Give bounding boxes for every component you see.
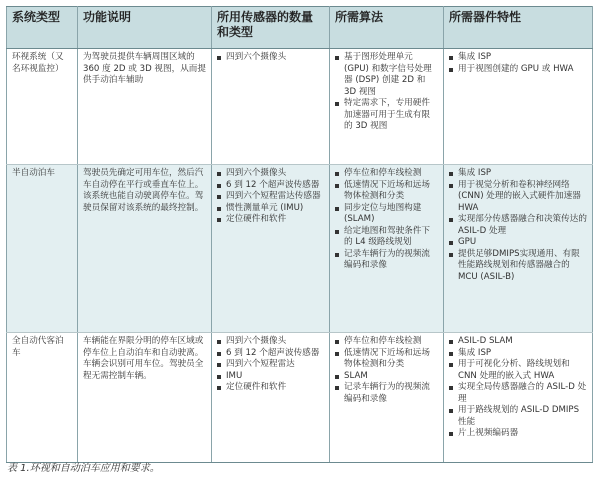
header-system-type: 系统类型 xyxy=(7,7,78,49)
list-item: 停车位和停车线检测 xyxy=(335,336,438,348)
list-item: 四到六个短程雷达传感器 xyxy=(217,191,324,203)
cell-description: 车辆能在界限分明的停车区域或停车位上自动泊车和自动驶离。车辆会识别可用车位。驾驶员全程无需控制车辆。 xyxy=(78,333,212,463)
list-item: SLAM xyxy=(335,371,438,383)
list-item: 提供足够DMIPS实现通用、有限性能路线规划和传感器融合的 MCU (ASIL-B) xyxy=(449,249,587,284)
list-item: 记录车辆行为的视频流编码和录像 xyxy=(335,249,438,272)
cell-sensors xyxy=(212,333,330,463)
list-item: 片上视频编码器 xyxy=(449,428,587,440)
list-item: 用于可视化分析、路线规划和 CNN 处理的嵌入式 HWA xyxy=(449,359,587,382)
list-item: 集成 ISP xyxy=(449,348,587,360)
list-item: 四到六个摄像头 xyxy=(217,52,324,64)
list-item: 6 到 12 个超声波传感器 xyxy=(217,348,324,360)
cell-algorithms xyxy=(330,49,444,165)
list-item: IMU xyxy=(217,371,324,383)
list-item: 实现部分传感器融合和决策传达的 ASIL-D 处理 xyxy=(449,214,587,237)
table-row xyxy=(7,49,593,165)
list-item: 6 到 12 个超声波传感器 xyxy=(217,180,324,192)
cell-features xyxy=(444,165,593,333)
list-item: 低速情况下近场和远场物体检测和分类 xyxy=(335,180,438,203)
cell-sensors xyxy=(212,49,330,165)
list-item: 四到六个短程雷达 xyxy=(217,359,324,371)
list-item: 用于视觉分析和卷积神经网络 (CNN) 处理的嵌入式硬件加速器 HWA xyxy=(449,180,587,215)
list-item: 惯性测量单元 (IMU) xyxy=(217,203,324,215)
list-item: 四到六个摄像头 xyxy=(217,168,324,180)
cell-sensors xyxy=(212,165,330,333)
list-item: 集成 ISP xyxy=(449,168,587,180)
table-row xyxy=(7,165,593,333)
table-row xyxy=(7,333,593,463)
list-item: 给定地图和驾驶条件下的 L4 级路线规划 xyxy=(335,226,438,249)
cell-system-type: 全自动代客泊车 xyxy=(7,333,78,463)
list-item: 定位硬件和软件 xyxy=(217,382,324,394)
header-features: 所需器件特性 xyxy=(444,7,593,49)
table-header-row xyxy=(7,7,593,49)
cell-description: 驾驶员先确定可用车位，然后汽车自动停在平行或垂直车位上。该系统也能自动驶离停车位。驾驶员保留对该系统的最终控制。 xyxy=(78,165,212,333)
list-item: 同步定位与地图构建 (SLAM) xyxy=(335,203,438,226)
list-item: 基于图形处理单元 (GPU) 和数字信号处理器 (DSP) 创建 2D 和 3D 视图 xyxy=(335,52,438,98)
list-item: ASIL-D SLAM xyxy=(449,336,587,348)
list-item: 集成 ISP xyxy=(449,52,587,64)
header-algorithms: 所需算法 xyxy=(330,7,444,49)
list-item: 用于路线规划的 ASIL-D DMIPS性能 xyxy=(449,405,587,428)
cell-description: 为驾驶员提供车辆周围区域的 360 度 2D 或 3D 视图，从而提供手动泊车辅助 xyxy=(78,49,212,165)
table-caption: 表 1.环视和自动泊车应用和要求。 xyxy=(7,463,160,474)
requirements-table xyxy=(6,6,593,463)
cell-algorithms xyxy=(330,165,444,333)
list-item: 停车位和停车线检测 xyxy=(335,168,438,180)
list-item: 用于视图创建的 GPU 或 HWA xyxy=(449,64,587,76)
list-item: 记录车辆行为的视频流编码和录像 xyxy=(335,382,438,405)
list-item: 实现全局传感器融合的 ASIL-D 处理 xyxy=(449,382,587,405)
list-item: 特定需求下，专用硬件加速器可用于生成有限的 3D 视图 xyxy=(335,98,438,133)
cell-features xyxy=(444,49,593,165)
list-item: GPU xyxy=(449,237,587,249)
list-item: 四到六个摄像头 xyxy=(217,336,324,348)
header-function: 功能说明 xyxy=(78,7,212,49)
cell-system-type: 环视系统（又名环视监控） xyxy=(7,49,78,165)
list-item: 低速情况下近场和远场物体检测和分类 xyxy=(335,348,438,371)
cell-features xyxy=(444,333,593,463)
header-sensors: 所用传感器的数量和类型 xyxy=(212,7,330,49)
cell-algorithms xyxy=(330,333,444,463)
cell-system-type: 半自动泊车 xyxy=(7,165,78,333)
list-item: 定位硬件和软件 xyxy=(217,214,324,226)
